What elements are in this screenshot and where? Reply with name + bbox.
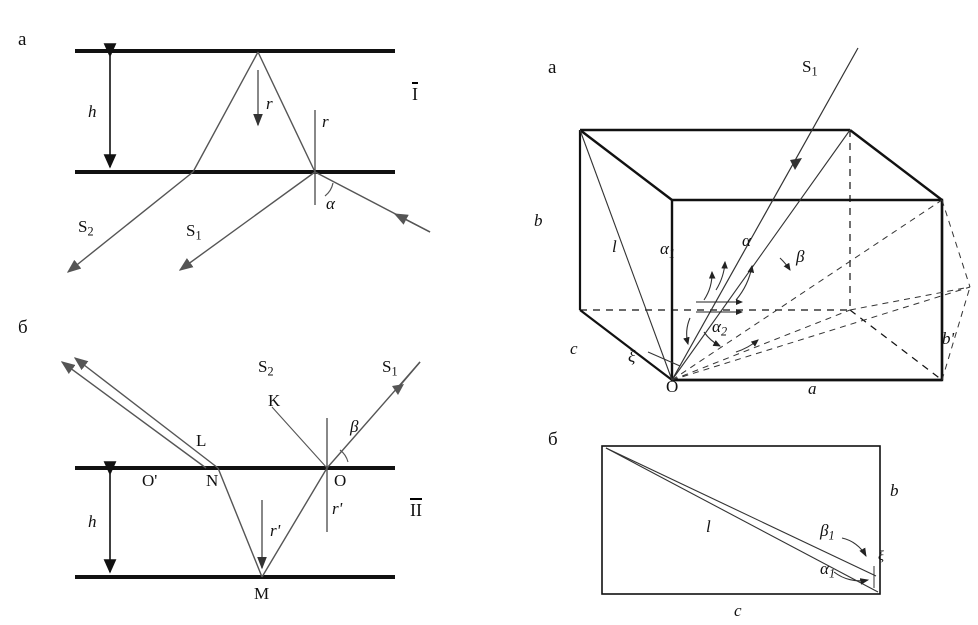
label-h-b: h [88, 512, 97, 531]
label-beta1-rect: $\beta_1$ [820, 521, 835, 543]
panel-b-left-drawing [0, 300, 490, 625]
label-c-box: c [570, 339, 578, 358]
label-alpha1-box: $\alpha_1$ [660, 239, 676, 261]
label-l-box: l [612, 237, 617, 256]
label-r-prime-mid: r' [270, 521, 281, 540]
label-L: L [196, 431, 207, 450]
panel-a-left-drawing [0, 0, 490, 300]
label-s2: $S_2$ [78, 217, 94, 239]
label-s1: $S_1$ [186, 221, 202, 243]
label-c-rect: c [734, 601, 742, 620]
label-alpha1-rect: $\alpha_1$ [820, 559, 836, 581]
panel-b-left-name: б [18, 317, 28, 338]
label-r-right: r [322, 112, 329, 131]
label-xi-box: ξ [628, 347, 636, 366]
panel-b-right-drawing [490, 420, 978, 625]
panel-b-right-name: б [548, 429, 558, 450]
label-xi-rect: ξ [878, 549, 884, 564]
label-s1-b: $S_1$ [382, 357, 398, 379]
panel-a-left-name: а [18, 29, 27, 50]
label-h: h [88, 102, 97, 121]
label-a-box: a [808, 379, 817, 398]
label-s1-box: $S_1$ [802, 57, 818, 79]
label-s2-b: $S_2$ [258, 357, 274, 379]
label-b-prime-box: b' [942, 329, 955, 348]
label-l-rect: l [706, 517, 711, 536]
panel-b-right [490, 420, 978, 625]
label-O-prime: O' [142, 471, 158, 490]
label-roman-one: I [412, 84, 418, 104]
label-K: K [268, 391, 281, 410]
label-b-rect: b [890, 481, 899, 500]
panel-b-left [0, 300, 490, 625]
label-M: M [254, 584, 270, 603]
panel-a-right-name: а [548, 57, 557, 78]
label-O-box: O [666, 377, 679, 396]
panel-a-left [0, 0, 490, 300]
label-roman-two: II [410, 500, 422, 520]
label-beta: β [350, 417, 359, 436]
label-b-box: b [534, 211, 543, 230]
label-O: O [334, 471, 347, 490]
label-alpha-box: α [742, 231, 751, 250]
label-r-top: r [266, 94, 273, 113]
label-r-prime-right: r' [332, 499, 343, 518]
label-beta-box: β [796, 247, 805, 266]
panel-a-right-drawing [490, 0, 978, 420]
label-alpha: α [326, 194, 335, 213]
label-N: N [206, 471, 219, 490]
label-alpha2-box: $\alpha_2$ [712, 317, 728, 339]
panel-a-right [490, 0, 978, 420]
